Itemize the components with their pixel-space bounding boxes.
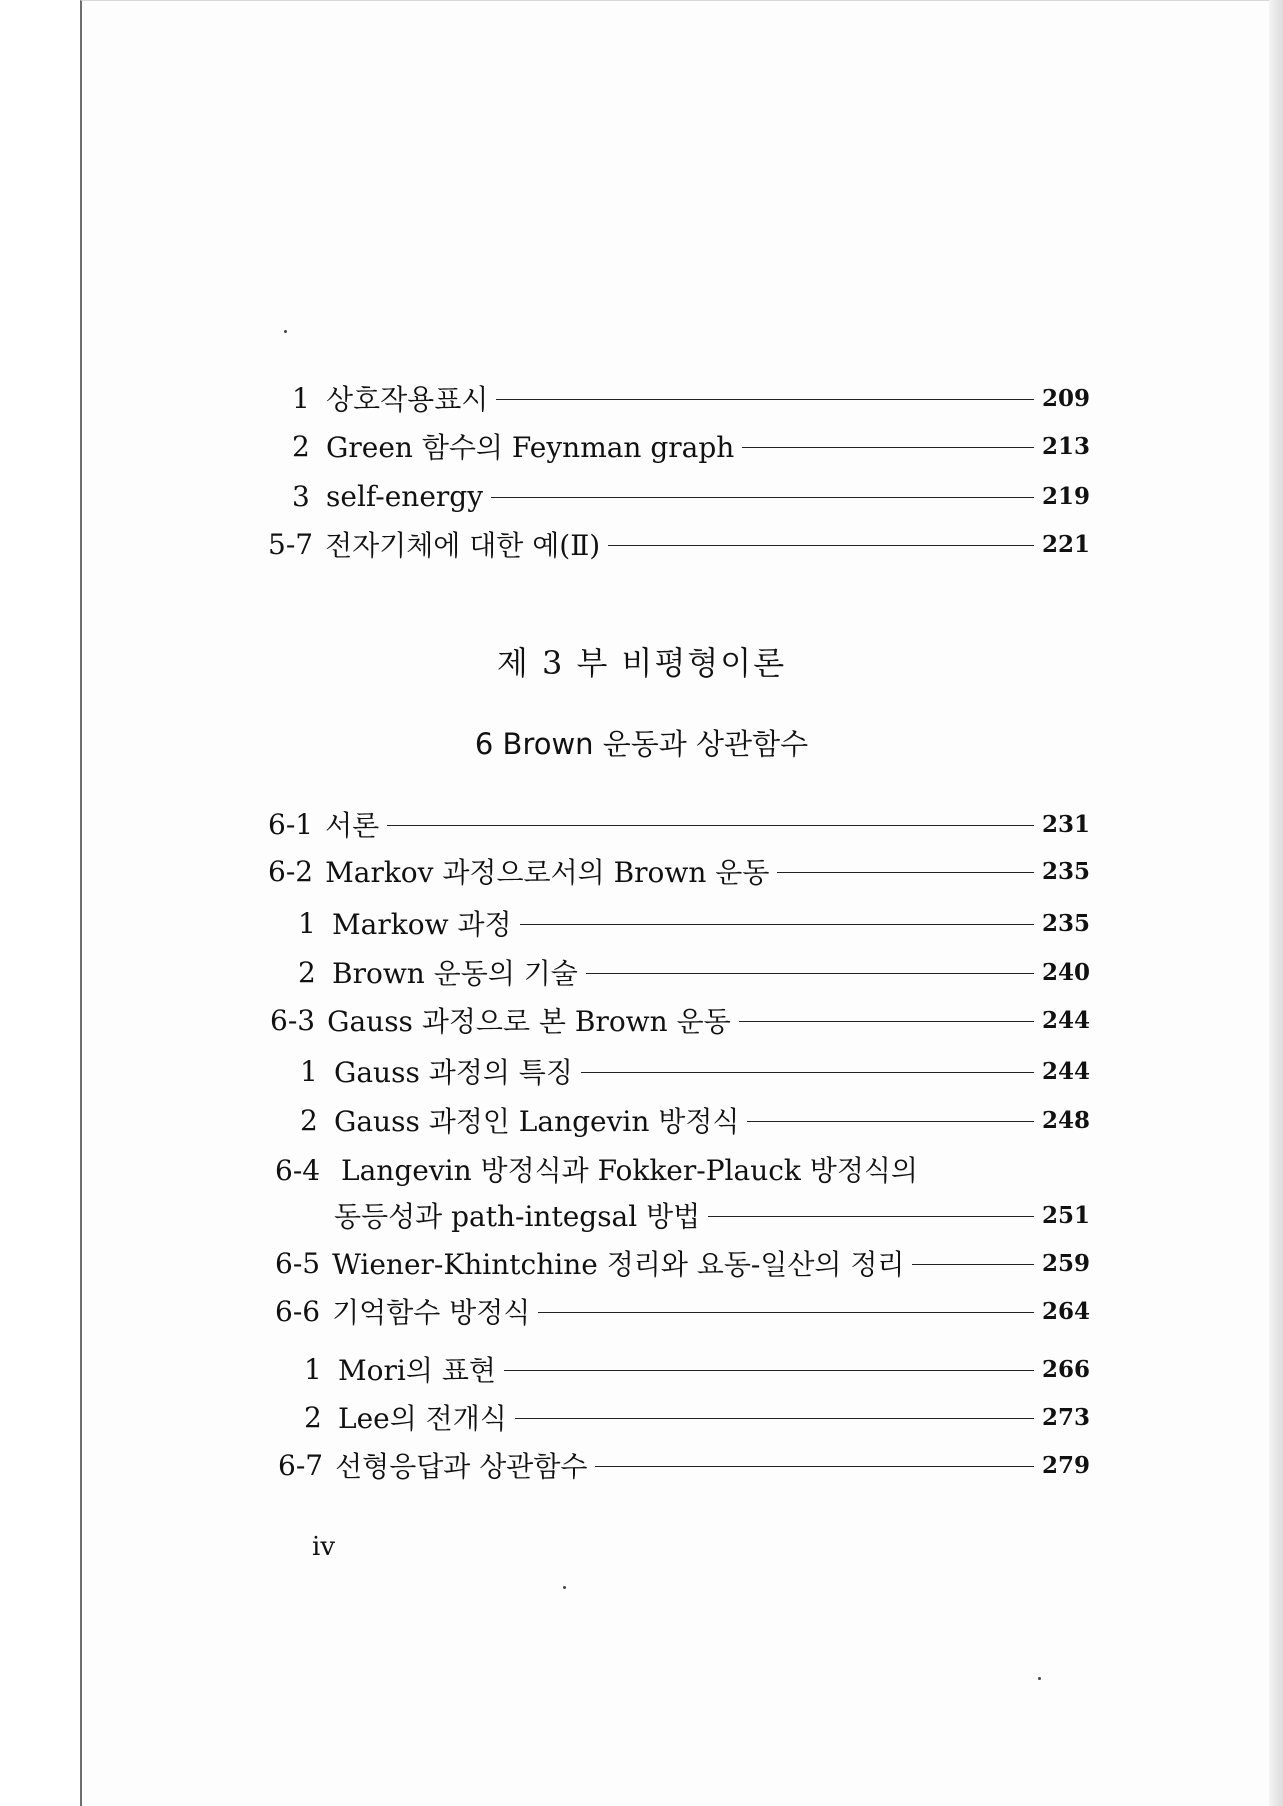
toc-entry-label: 상호작용표시 bbox=[326, 383, 489, 416]
dot-leader bbox=[387, 825, 1034, 826]
part-title: 제 3 부 비평형이론 bbox=[496, 644, 787, 682]
toc-entry-label: Mori의 표현 bbox=[338, 1354, 496, 1387]
toc-entry-page: 221 bbox=[1042, 530, 1091, 558]
dot-leader bbox=[496, 399, 1034, 400]
toc-entry[interactable] bbox=[304, 1349, 1090, 1389]
toc-entry-number: 2 bbox=[292, 429, 310, 463]
toc-entry-number: 6-7 bbox=[278, 1448, 324, 1482]
toc-entry-label: Lee의 전개식 bbox=[338, 1402, 507, 1435]
scan-speck bbox=[563, 1586, 566, 1589]
toc-entry[interactable] bbox=[275, 1291, 1090, 1331]
toc-entry-page: 248 bbox=[1042, 1106, 1091, 1134]
toc-entry-label: Green 함수의 Feynman graph bbox=[326, 431, 735, 464]
toc-entry-page: 235 bbox=[1042, 909, 1091, 937]
toc-entry-number: 5-7 bbox=[268, 527, 314, 561]
toc-entry-page: 209 bbox=[1042, 384, 1091, 412]
toc-entry-number: 6-4 bbox=[275, 1154, 321, 1187]
toc-entry-label-line1: Langevin 방정식과 Fokker-Plauck 방정식의 bbox=[341, 1154, 918, 1187]
dot-leader bbox=[586, 973, 1034, 974]
toc-entry[interactable] bbox=[270, 1000, 1090, 1040]
toc-entry-number: 2 bbox=[298, 955, 316, 989]
scan-speck bbox=[284, 330, 287, 333]
toc-entry-page: 251 bbox=[1042, 1201, 1091, 1229]
toc-entry[interactable] bbox=[304, 1397, 1090, 1437]
toc-entry[interactable] bbox=[292, 426, 1090, 466]
toc-entry-page: 259 bbox=[1042, 1249, 1091, 1277]
dot-leader bbox=[491, 497, 1034, 498]
toc-entry-number: 6-6 bbox=[275, 1294, 321, 1328]
page-number: iv bbox=[312, 1532, 336, 1562]
dot-leader bbox=[504, 1370, 1034, 1371]
toc-entry-number: 6-2 bbox=[268, 854, 314, 888]
toc-entry[interactable] bbox=[298, 903, 1090, 943]
toc-entry[interactable] bbox=[278, 1445, 1090, 1485]
toc-entry-label: 기억함수 방정식 bbox=[332, 1296, 531, 1329]
toc-entry-page: 273 bbox=[1042, 1403, 1091, 1431]
toc-entry-page: 235 bbox=[1042, 857, 1091, 885]
toc-entry[interactable] bbox=[298, 952, 1090, 992]
toc-entry-label: 선형응답과 상관함수 bbox=[335, 1450, 588, 1483]
toc-entry-multiline-first[interactable] bbox=[275, 1149, 918, 1189]
dot-leader bbox=[608, 545, 1034, 546]
toc-entry-label-line2: 동등성과 path-integsal 방법 bbox=[334, 1200, 701, 1233]
toc-entry-multiline-second[interactable] bbox=[330, 1195, 1090, 1235]
toc-entry-number: 6-1 bbox=[268, 807, 314, 841]
dot-leader bbox=[742, 447, 1034, 448]
toc-entry-page: 244 bbox=[1042, 1006, 1091, 1034]
toc-entry-page: 279 bbox=[1042, 1451, 1091, 1479]
toc-entry[interactable] bbox=[268, 524, 1090, 564]
toc-entry[interactable] bbox=[300, 1100, 1090, 1140]
toc-entry-number: 2 bbox=[300, 1103, 318, 1137]
dot-leader bbox=[777, 872, 1034, 873]
dot-leader bbox=[581, 1072, 1034, 1073]
toc-entry-number: 6-3 bbox=[270, 1003, 316, 1037]
toc-entry-number: 1 bbox=[292, 381, 310, 415]
toc-entry-label: 서론 bbox=[325, 809, 380, 842]
toc-entry-page: 244 bbox=[1042, 1057, 1091, 1085]
dot-leader bbox=[538, 1312, 1034, 1313]
toc-entry[interactable] bbox=[268, 851, 1090, 891]
toc-entry-label: 전자기체에 대한 예(Ⅱ) bbox=[325, 529, 601, 562]
toc-entry-number: 1 bbox=[298, 906, 316, 940]
toc-entry-number: 2 bbox=[304, 1400, 322, 1434]
toc-entry[interactable] bbox=[292, 378, 1090, 418]
toc-entry[interactable] bbox=[292, 476, 1090, 516]
toc-entry-number: 1 bbox=[304, 1352, 322, 1386]
dot-leader bbox=[747, 1121, 1034, 1122]
toc-entry-label: Brown 운동의 기술 bbox=[332, 957, 578, 990]
toc-entry-page: 213 bbox=[1042, 432, 1091, 460]
toc-entry[interactable] bbox=[268, 804, 1090, 844]
dot-leader bbox=[515, 1418, 1034, 1419]
toc-entry-page: 219 bbox=[1042, 482, 1091, 510]
dot-leader bbox=[708, 1216, 1034, 1217]
toc-entry-label: Gauss 과정인 Langevin 방정식 bbox=[334, 1105, 740, 1138]
toc-entry-number: 6-5 bbox=[275, 1246, 321, 1280]
toc-entry[interactable] bbox=[300, 1051, 1090, 1091]
toc-entry-label: Gauss 과정으로 본 Brown 운동 bbox=[327, 1005, 731, 1038]
toc-entry-label: Markov 과정으로서의 Brown 운동 bbox=[325, 856, 770, 889]
toc-entry-page: 240 bbox=[1042, 958, 1091, 986]
toc-entry-number: 1 bbox=[300, 1054, 318, 1088]
toc-entry-page: 264 bbox=[1042, 1297, 1091, 1325]
toc-entry-label: self-energy bbox=[326, 479, 484, 513]
toc-entry-label: Gauss 과정의 특징 bbox=[334, 1056, 573, 1089]
toc-entry-number: 3 bbox=[292, 479, 310, 513]
toc-entry-label: Wiener-Khintchine 정리와 요동-일산의 정리 bbox=[332, 1248, 905, 1281]
chapter-title: 6 Brown 운동과 상관함수 bbox=[474, 727, 809, 761]
page-edge-shadow bbox=[1269, 0, 1283, 1806]
dot-leader bbox=[912, 1264, 1034, 1265]
dot-leader bbox=[520, 924, 1034, 925]
scan-speck bbox=[1038, 1677, 1041, 1680]
dot-leader bbox=[595, 1466, 1034, 1467]
toc-entry-page: 231 bbox=[1042, 810, 1091, 838]
toc-entry-label: Markow 과정 bbox=[332, 908, 512, 941]
dot-leader bbox=[739, 1021, 1034, 1022]
toc-entry[interactable] bbox=[275, 1243, 1090, 1283]
toc-entry-page: 266 bbox=[1042, 1355, 1091, 1383]
